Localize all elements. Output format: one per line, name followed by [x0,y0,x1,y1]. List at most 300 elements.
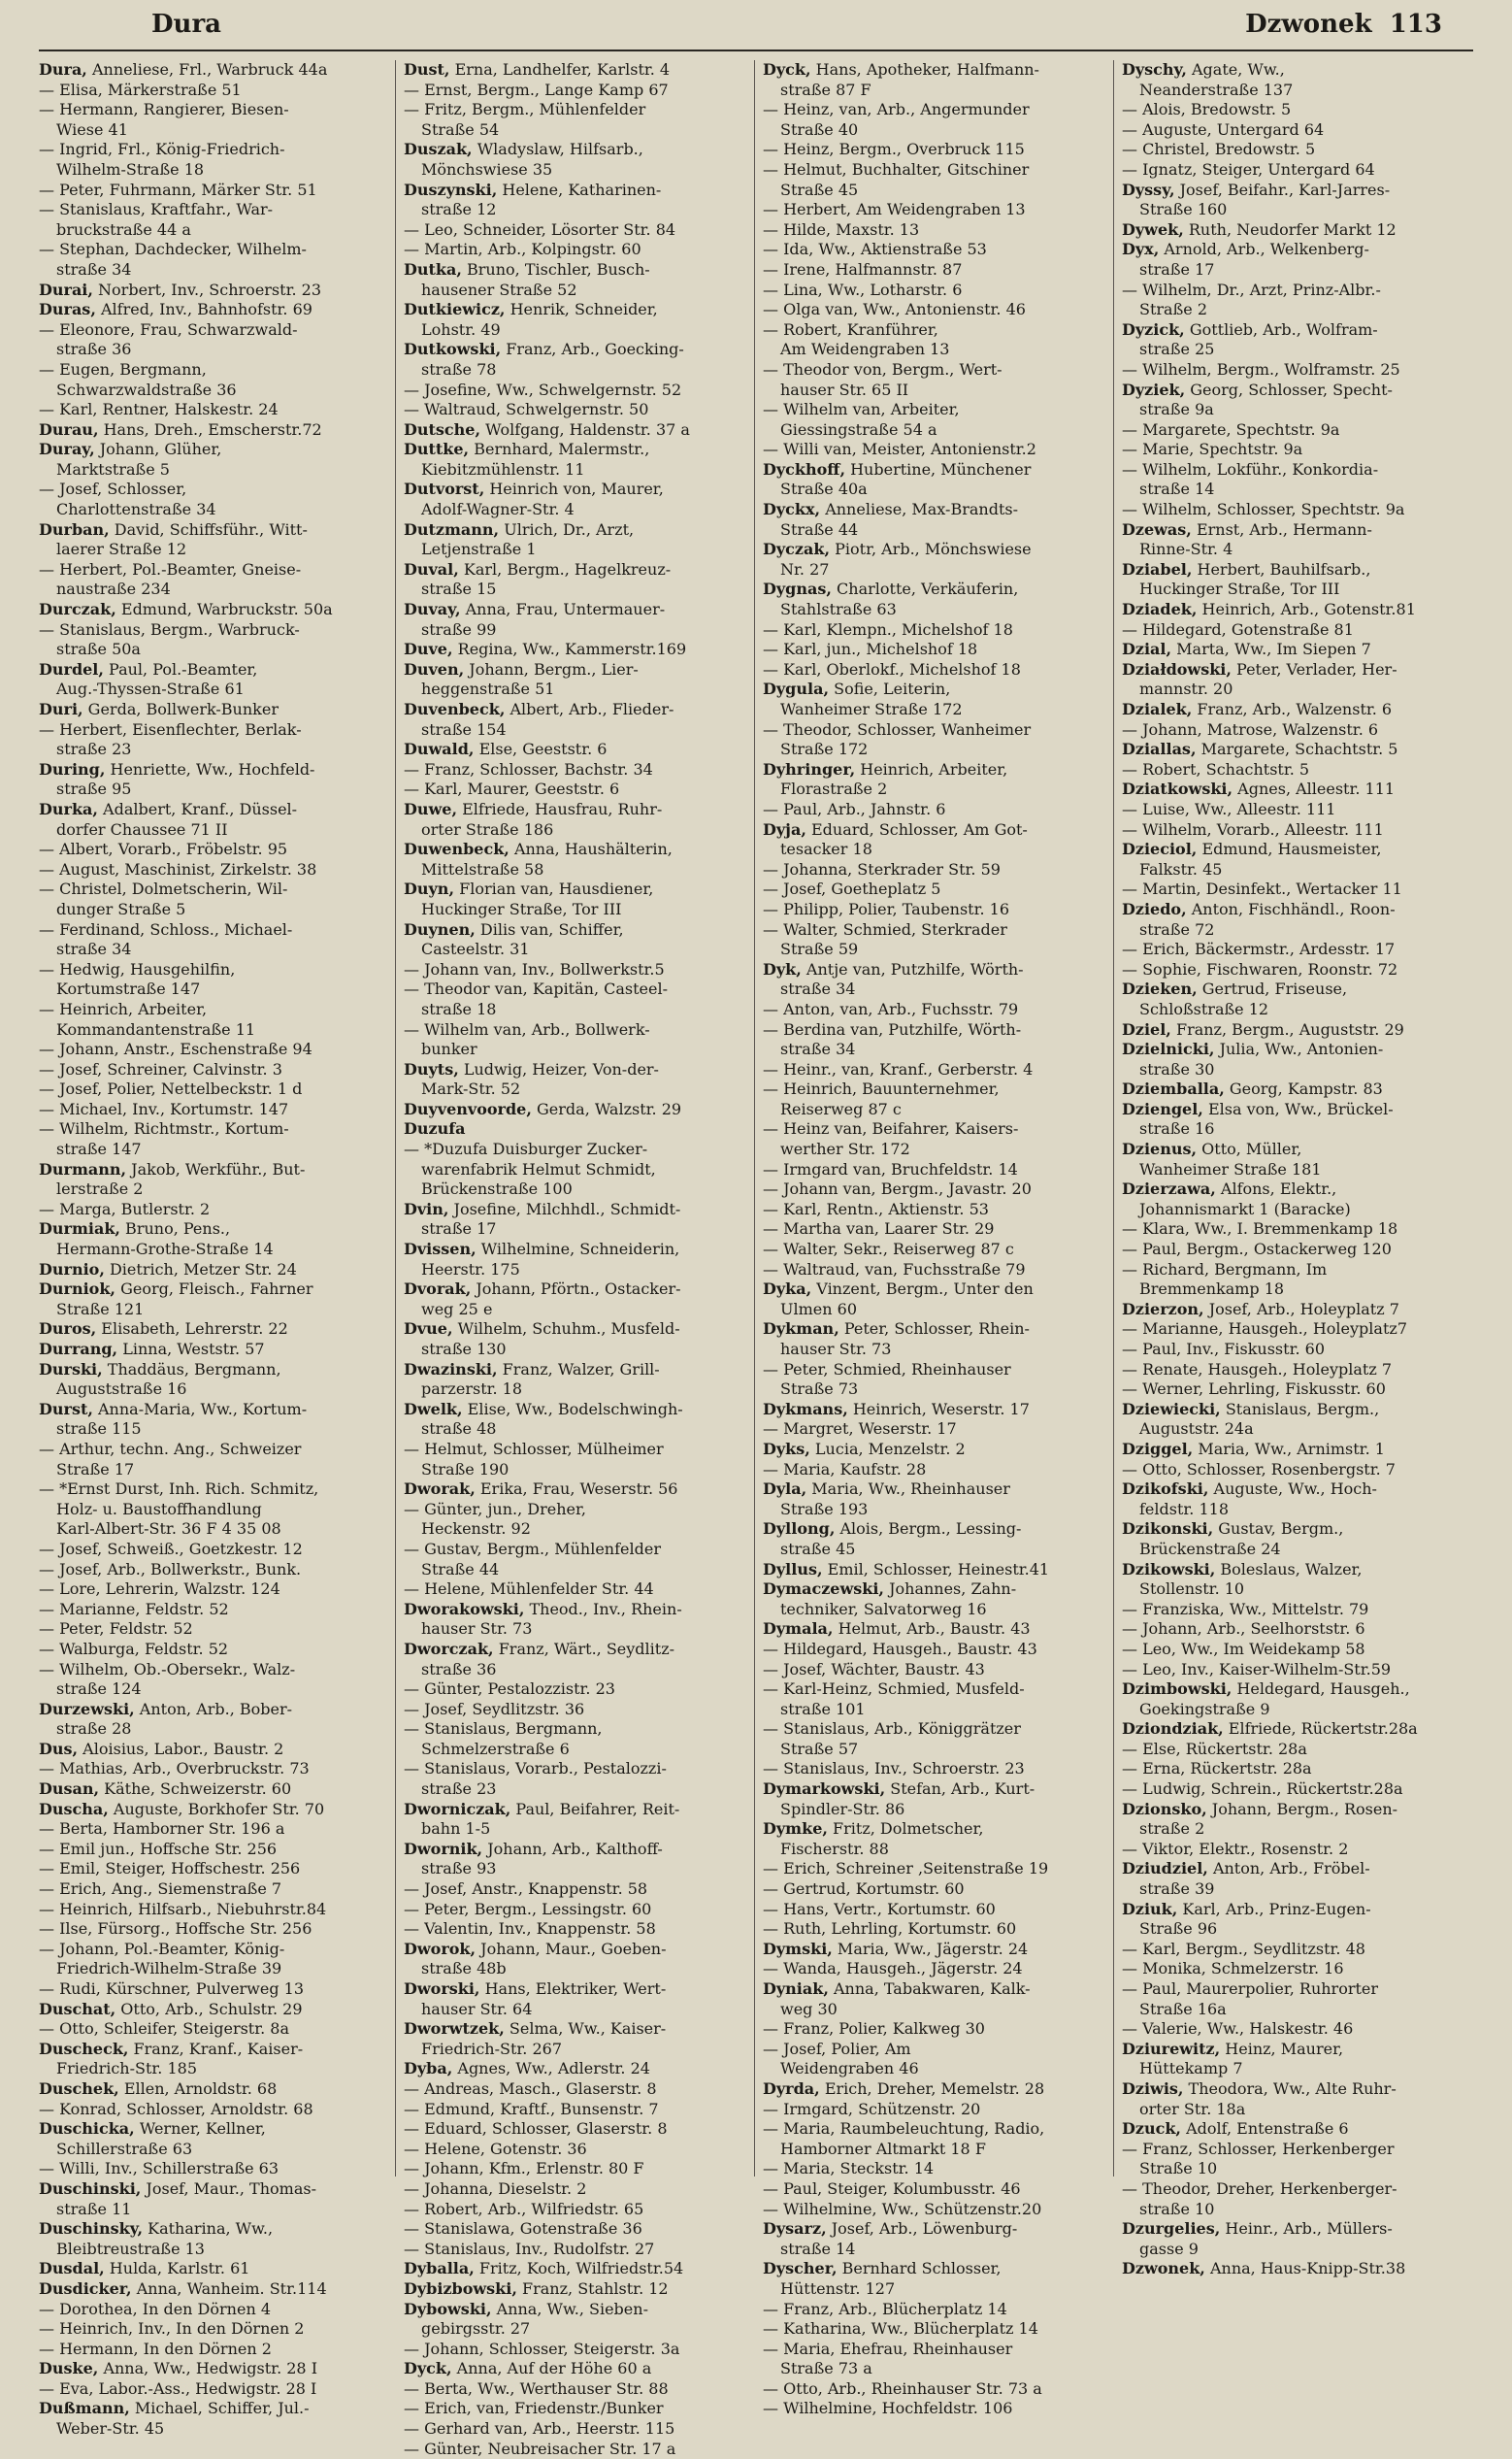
entry-line [404,260,748,281]
entry-text: — Elisa, Märkerstraße 51 [39,80,242,99]
entry-text: — Josef, Wächter, Baustr. 43 [763,1659,985,1678]
entry-line [763,1979,1107,2000]
entry-text: — Viktor, Elektr., Rosenstr. 2 [1122,1839,1349,1858]
entry-line [39,1360,389,1380]
entry-line [1122,2019,1467,2040]
entry-text: hausener Straße 52 [421,280,577,299]
entry-line [404,2100,748,2120]
entry-surname: Dworakowski, [404,1599,525,1618]
entry-text: Marta, Ww., Im Siepen 7 [1171,640,1371,659]
entry-text: — Konrad, Schlosser, Arnoldstr. 68 [39,2099,313,2118]
entry-line [763,800,1107,820]
entry-line [763,360,1107,381]
entry-line [39,1940,389,1960]
entry-text: straße 18 [421,999,497,1018]
entry-text: — Margarete, Spechtstr. 9a [1122,419,1340,439]
entry-surname: Duval, [404,559,459,579]
entry-text: — Erich, Schreiner ,Seitenstraße 19 [763,1859,1049,1878]
entry-surname: Dyck, [404,2359,452,2378]
entry-line [404,1040,748,1060]
entry-text: — Rudi, Kürschner, Pulverweg 13 [39,1979,305,1998]
entry-line [1122,620,1467,641]
entry-text: straße 115 [56,1419,142,1439]
entry-line [1122,1779,1467,1800]
entry-text: — Margret, Weserstr. 17 [763,1419,957,1439]
entry-text: — August, Maschinist, Zirkelstr. 38 [39,859,317,879]
entry-text: straße 48b [421,1959,507,1978]
entry-line [39,1100,389,1120]
entry-text: — Ilse, Fürsorg., Hoffsche Str. 256 [39,1919,312,1939]
entry-line [763,1900,1107,1920]
entry-surname: Duvay, [404,600,461,619]
entry-text: — Andreas, Masch., Glaserstr. 8 [404,2078,657,2098]
entry-text: Alfons, Elektr., [1215,1180,1337,1199]
entry-line [763,620,1107,641]
entry-text: Straße 44 [421,1559,500,1578]
entry-text: — Stanislaus, Inv., Rudolfstr. 27 [404,2239,655,2258]
entry-text: Am Weidengraben 13 [780,340,950,359]
entry-line [1122,1859,1467,1879]
entry-text: — Peter, Bergm., Lessingstr. 60 [404,1899,652,1918]
entry-surname: Dzieken, [1122,980,1198,999]
entry-text: Bleibtreustraße 13 [56,2239,205,2258]
entry-text: — Willi van, Meister, Antonienstr.2 [763,440,1036,459]
entry-surname: Durzewski, [39,1699,135,1718]
entry-text: Helmut, Arb., Baustr. 43 [833,1619,1031,1639]
entry-line [1122,81,1467,101]
entry-line [404,1560,748,1580]
entry-line [1122,1840,1467,1860]
entry-text: Erna, Landhelfer, Karlstr. 4 [449,60,671,79]
entry-line [404,520,748,541]
entry-surname: Durka, [39,799,98,818]
entry-line [39,1619,389,1640]
entry-text: — Karl, Klempn., Michelshof 18 [763,619,1013,639]
entry-line [763,1100,1107,1120]
entry-line [763,1959,1107,1979]
entry-line [404,1759,748,1779]
entry-surname: Dziabel, [1122,559,1193,579]
entry-text: — Erna, Rückertstr. 28a [1122,1759,1312,1778]
entry-line [404,1160,748,1180]
entry-text: — Stanislaus, Vorarb., Pestalozzi- [404,1759,667,1778]
entry-text: Anton, Fischhändl., Roon- [1186,899,1396,918]
entry-line [39,1460,389,1480]
entry-line [404,2259,748,2279]
entry-surname: Dzierzawa, [1122,1180,1216,1199]
entry-line [404,2140,748,2160]
entry-line [39,1000,389,1020]
entry-surname: Dyrda, [763,2078,820,2098]
entry-line [39,1640,389,1660]
entry-line [763,1180,1107,1200]
entry-line [1122,200,1467,220]
entry-line [1122,1379,1467,1400]
entry-text: Huckinger Straße, Tor III [1139,580,1340,599]
entry-text: straße 124 [56,1679,142,1699]
entry-surname: Dzial, [1122,640,1172,659]
entry-line [39,2019,389,2040]
entry-line [39,1240,389,1260]
entry-line [763,2100,1107,2120]
entry-line [39,2419,389,2440]
entry-text: straße 36 [421,1659,497,1678]
entry-line [39,1600,389,1620]
entry-surname: Dvissen, [404,1240,477,1259]
entry-text: Wilhelmine, Schneiderin, [476,1240,680,1259]
entry-text: Florastraße 2 [780,780,888,799]
entry-line [404,1779,748,1800]
entry-line [404,740,748,760]
entry-line [39,100,389,120]
entry-line [39,340,389,360]
entry-line [763,680,1107,700]
entry-text: Straße 54 [421,119,500,139]
entry-text: Marktstraße 5 [56,459,170,479]
entry-line [39,1060,389,1080]
entry-text: Hüttenstr. 127 [780,2278,896,2298]
entry-line [763,2340,1107,2360]
entry-line [404,900,748,920]
entry-line [1122,500,1467,520]
entry-text: naustraße 234 [56,580,171,599]
entry-line [39,460,389,481]
entry-line [1122,900,1467,920]
entry-text: — Robert, Arb., Wilfriedstr. 65 [404,2199,644,2218]
entry-text: — Marianne, Feldstr. 52 [39,1599,229,1618]
entry-surname: Dyba, [404,2059,453,2078]
entry-text: — Heinz, van, Arb., Angermunder [763,100,1030,119]
entry-line [39,2279,389,2300]
entry-line [763,1340,1107,1360]
entry-line [1122,1020,1467,1041]
entry-text: straße 11 [56,2199,132,2218]
entry-text: — Herbert, Eisenflechter, Berlak- [39,719,302,739]
entry-line [763,2319,1107,2340]
entry-text: — Wilhelm van, Arbeiter, [763,400,960,419]
entry-line [404,1879,748,1900]
entry-line [763,420,1107,441]
entry-text: Huckinger Straße, Tor III [421,899,622,918]
entry-text: — Franz, Schlosser, Herkenberger [1122,2139,1395,2158]
entry-line [404,1180,748,1200]
entry-text: — Günter, Pestalozzistr. 23 [404,1679,615,1699]
entry-text: straße 25 [1139,340,1215,359]
entry-surname: Duyvenvoorde, [404,1099,532,1118]
entry-surname: Dziel, [1122,1019,1171,1039]
entry-text: parzerstr. 18 [421,1379,523,1399]
entry-text: Arnold, Arb., Welkenberg- [1159,240,1369,259]
entry-surname: Dziemballa, [1122,1080,1225,1099]
entry-text: — Hilde, Maxstr. 13 [763,219,920,239]
entry-text: Karl, Arb., Prinz-Eugen- [1177,1899,1371,1918]
entry-text: Holz- u. Baustoffhandlung [56,1499,262,1518]
entry-line [404,1819,748,1840]
entry-text: — Stanislaus, Kraftfahr., War- [39,200,274,219]
entry-text: straße 23 [56,740,132,759]
entry-line [763,2079,1107,2100]
entry-text: — Wilhelm van, Arb., Bollwerk- [404,1019,650,1039]
entry-text: Charlotte, Verkäuferin, [831,580,1019,599]
entry-line [404,1900,748,1920]
entry-line [1122,760,1467,781]
entry-line [1122,740,1467,760]
entry-line [763,980,1107,1000]
entry-surname: Dworok, [404,1939,477,1958]
entry-text: Hamborner Altmarkt 18 F [780,2139,986,2158]
entry-text: straße 14 [1139,480,1215,499]
entry-text: Johann, Bergm., Rosen- [1206,1799,1398,1818]
entry-line [404,2219,748,2240]
entry-line [1122,640,1467,660]
entry-line [763,81,1107,101]
entry-text: — Ferdinand, Schloss., Michael- [39,919,293,939]
entry-line [1122,920,1467,941]
entry-surname: Dyckhoff, [763,459,846,479]
entry-text: — Heinrich, Hilfsarb., Niebuhrstr.84 [39,1899,327,1918]
entry-line [404,320,748,341]
entry-surname: Dyllong, [763,1519,836,1539]
entry-line [763,181,1107,201]
entry-line [1122,2140,1467,2160]
entry-line [39,2200,389,2220]
entry-text: Heckenstr. 92 [421,1519,531,1539]
entry-text: — Paul, Arb., Jahnstr. 6 [763,799,946,818]
entry-text: — Maria, Kaufstr. 28 [763,1459,927,1479]
entry-text: — Franz, Arb., Blücherplatz 14 [763,2299,1007,2318]
entry-surname: Durst, [39,1399,93,1418]
entry-line [1122,300,1467,320]
entry-text: — Theodor, Dreher, Herkenberger- [1122,2178,1397,2198]
entry-surname: Dzimbowski, [1122,1679,1233,1699]
entry-line [39,60,389,81]
entry-text: straße 9a [1139,400,1214,419]
entry-text: — Gertrud, Kortumstr. 60 [763,1879,965,1899]
entry-line [1122,1560,1467,1580]
entry-surname: Dymarkowski, [763,1779,886,1799]
entry-line [39,740,389,760]
entry-surname: Dziondziak, [1122,1719,1224,1739]
entry-surname: Dyck, [763,60,811,79]
entry-line [39,1119,389,1140]
entry-text: Anna, Wanheim. Str.114 [131,2278,327,2298]
entry-line [404,460,748,481]
entry-line [39,1040,389,1060]
entry-line [404,640,748,660]
entry-line [39,1080,389,1100]
entry-text: Agnes, Alleestr. 111 [1233,780,1396,799]
entry-surname: Dyssy, [1122,180,1175,199]
entry-text: — Eva, Labor.-Ass., Hedwigstr. 28 I [39,2378,317,2398]
entry-text: Edmund, Warbruckstr. 50a [115,600,333,619]
entry-surname: Dutkowski, [404,340,502,359]
entry-line [39,2240,389,2260]
entry-line [404,960,748,980]
entry-line [39,140,389,160]
entry-text: — Monika, Schmelzerstr. 16 [1122,1959,1344,1978]
entry-text: Elfriede, Hausfrau, Ruhr- [457,799,663,818]
entry-line [1122,1319,1467,1340]
entry-text: — Josef, Schweiß., Goetzkestr. 12 [39,1539,303,1558]
entry-line [763,160,1107,181]
entry-line [763,700,1107,720]
entry-line [39,780,389,800]
entry-line [404,160,748,181]
entry-text: feldstr. 118 [1139,1499,1229,1518]
entry-text: Sofie, Leiterin, [829,680,951,699]
entry-line [763,920,1107,941]
entry-text: Linna, Weststr. 57 [117,1340,265,1358]
entry-line [404,560,748,581]
entry-line [39,1440,389,1460]
entry-line [404,2279,748,2300]
entry-line [39,1400,389,1420]
entry-surname: Dyja, [763,819,806,839]
entry-text: Dietrich, Metzer Str. 24 [104,1259,297,1279]
entry-text: — Ida, Ww., Aktienstraße 53 [763,240,987,259]
entry-text: — Wilhelm, Ob.-Obersekr., Walz- [39,1659,296,1678]
entry-surname: Dymala, [763,1619,834,1639]
entry-line [39,2319,389,2340]
entry-text: — Irmgard van, Bruchfeldstr. 14 [763,1159,1018,1179]
entry-line [763,2059,1107,2079]
entry-line [763,1600,1107,1620]
entry-line [404,1600,748,1620]
entry-line [1122,400,1467,420]
entry-line [1122,700,1467,720]
entry-line [1122,1819,1467,1840]
entry-line [1122,1619,1467,1640]
entry-text: Weidengraben 46 [780,2059,919,2078]
entry-surname: Dziallas, [1122,740,1197,759]
entry-text: — Otto, Schleifer, Steigerstr. 8a [39,2019,290,2039]
entry-line [39,1700,389,1720]
entry-surname: Dwelk, [404,1399,463,1418]
entry-line [404,2419,748,2440]
entry-line [1122,940,1467,960]
entry-line [39,540,389,560]
running-head [39,6,1473,50]
entry-text: — Emil, Steiger, Hoffschestr. 256 [39,1859,301,1878]
entry-line [763,580,1107,600]
entry-text: dorfer Chaussee 71 II [56,819,228,839]
entry-line [404,480,748,500]
entry-line [39,1500,389,1520]
entry-surname: Dyballa, [404,2259,475,2278]
entry-line [404,500,748,520]
entry-surname: Dygnas, [763,580,832,599]
entry-line [1122,1519,1467,1540]
entry-surname: Duschat, [39,1999,116,2018]
entry-line [39,500,389,520]
entry-text: Aloisius, Labor., Baustr. 2 [78,1739,284,1758]
column-2 [396,60,755,2458]
entry-text: — Emil jun., Hoffsche Str. 256 [39,1839,278,1858]
entry-text: Otto, Müller, [1197,1140,1302,1159]
entry-line [404,360,748,381]
entry-text: Agnes, Ww., Adlerstr. 24 [452,2059,650,2078]
entry-surname: Dzielnicki, [1122,1040,1215,1059]
entry-line [404,240,748,260]
entry-line [404,1240,748,1260]
entry-line [39,1140,389,1160]
entry-text: straße 93 [421,1859,497,1878]
entry-text: — Lina, Ww., Lotharstr. 6 [763,280,963,299]
entry-text: Anton, Arb., Bober- [134,1699,293,1718]
entry-text: Theodora, Ww., Alte Ruhr- [1183,2078,1397,2098]
entry-line [763,960,1107,980]
entry-line [39,1020,389,1041]
entry-text: Schwarzwaldstraße 36 [56,380,237,399]
entry-text: Katharina, Ww., [143,2219,274,2239]
entry-line [1122,420,1467,441]
entry-line [1122,520,1467,541]
entry-text: Fritz, Koch, Wilfriedstr.54 [474,2259,684,2278]
entry-surname: Dwornik, [404,1839,483,1858]
entry-text: Spindler-Str. 86 [780,1799,905,1818]
entry-text: straße 14 [780,2239,856,2258]
entry-text: Anna, Frau, Untermauer- [460,600,666,619]
entry-text: — Arthur, techn. Ang., Schweizer [39,1439,302,1458]
entry-line [39,1759,389,1779]
entry-line [404,600,748,620]
entry-text: Henriette, Ww., Hochfeld- [105,759,315,779]
entry-text: Straße 190 [421,1459,509,1479]
entry-surname: Dziggel, [1122,1439,1194,1458]
entry-surname: Dzikowski, [1122,1559,1216,1578]
entry-text: Hans, Apotheker, Halfmann- [810,60,1039,79]
entry-line [763,880,1107,900]
entry-text: Bruno, Tischler, Busch- [461,259,650,279]
entry-line [404,2300,748,2320]
entry-text: — Leo, Inv., Kaiser-Wilhelm-Str.59 [1122,1659,1392,1678]
entry-line [763,1020,1107,1041]
entry-surname: During, [39,759,106,779]
entry-text: — Theodor von, Bergm., Wert- [763,359,1003,379]
entry-line [404,1219,748,1240]
entry-text: Casteelstr. 31 [421,940,530,959]
entry-surname: Duttke, [404,440,470,459]
entry-line [39,1560,389,1580]
entry-text: weg 30 [780,1999,838,2018]
entry-line [404,1440,748,1460]
entry-surname: Dutka, [404,259,462,279]
entry-line [39,1260,389,1280]
entry-surname: Dutvorst, [404,480,485,499]
entry-line [404,2319,748,2340]
entry-text: Franz, Stahlstr. 12 [516,2278,669,2298]
entry-text: — Josef, Schlosser, [39,480,187,499]
entry-line [39,1779,389,1800]
entry-line [404,181,748,201]
entry-surname: Dyk, [763,959,802,979]
entry-surname: Dyckx, [763,500,821,519]
entry-surname: Dvin, [404,1199,449,1218]
entry-text: Goekingstraße 9 [1139,1699,1270,1718]
entry-line [763,2179,1107,2200]
entry-text: Straße 45 [780,180,859,199]
entry-line [763,1000,1107,1020]
entry-text: Werner, Kellner, [134,2119,266,2139]
entry-text: — Karl, Bergm., Seydlitzstr. 48 [1122,1939,1365,1958]
entry-text: Michael, Schiffer, Jul.- [129,2399,310,2418]
entry-text: Peter, Verlader, Her- [1231,659,1397,679]
entry-line [763,1879,1107,1900]
entry-line [39,1340,389,1360]
entry-text: Straße 96 [1139,1919,1218,1939]
entry-line [763,2019,1107,2040]
entry-text: Adalbert, Kranf., Düssel- [97,799,298,818]
